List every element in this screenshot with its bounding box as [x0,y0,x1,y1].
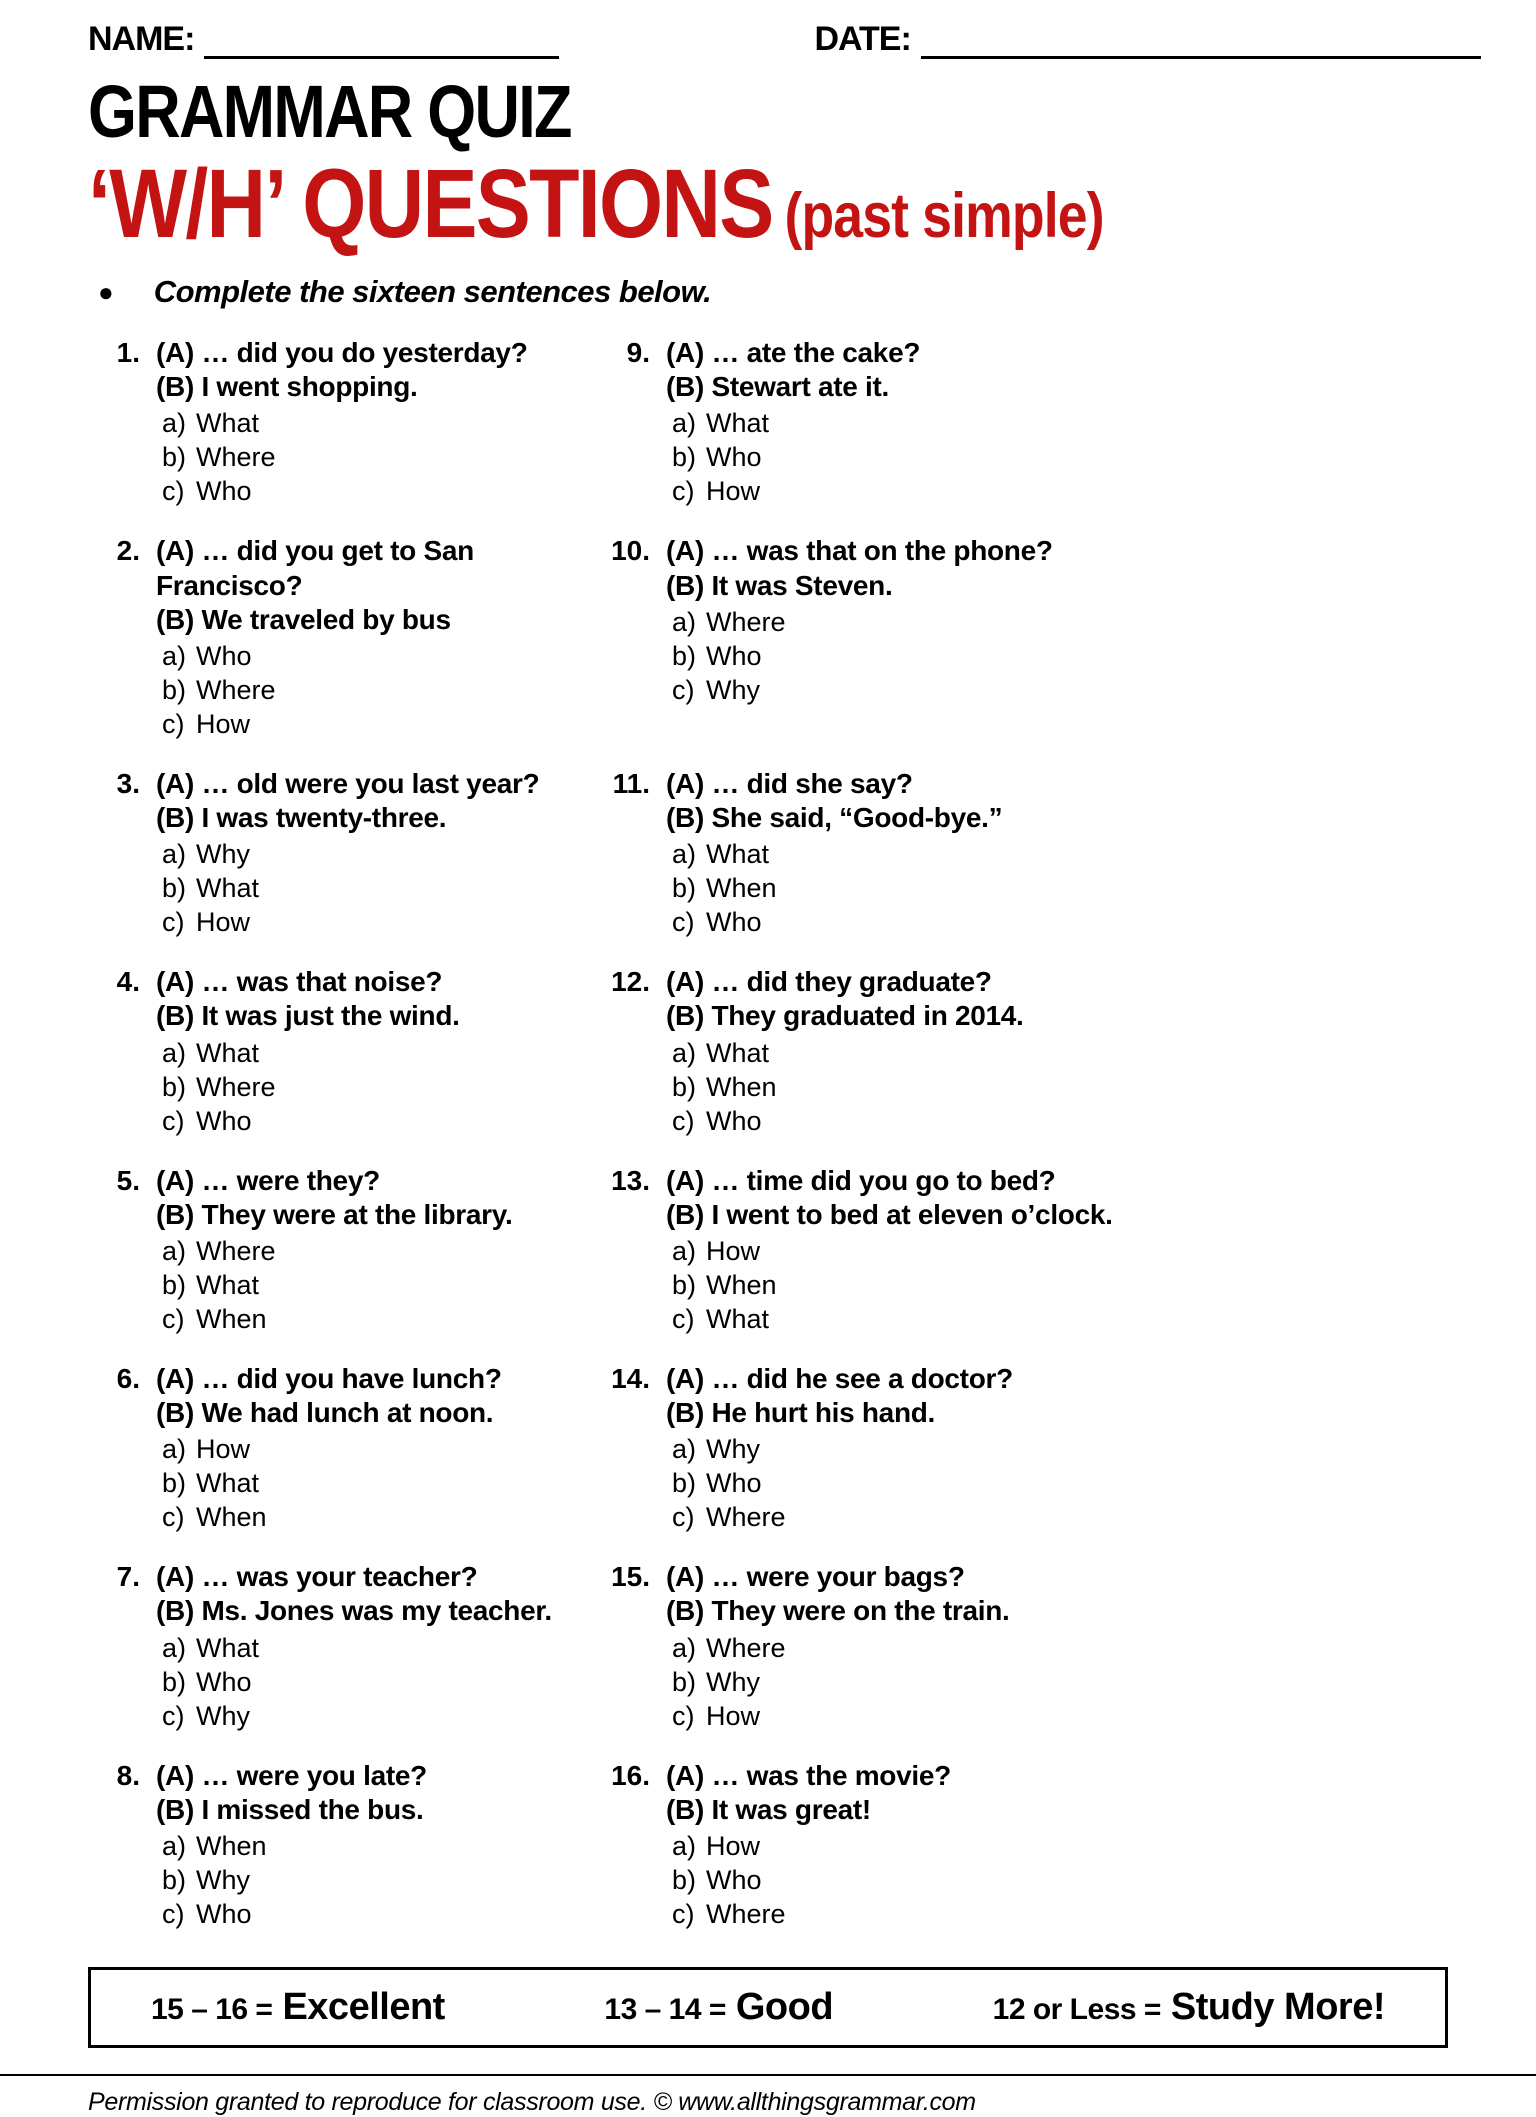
option-row-b[interactable] [162,1466,502,1500]
option-row-a[interactable] [162,1631,552,1665]
quiz-subtitle-row [88,149,1448,258]
question-options [672,1432,1013,1534]
score-box [88,1967,1448,2048]
option-row-b[interactable] [162,440,528,474]
option-label: c) [162,1700,185,1731]
option-text: When [706,1071,777,1102]
option-text: When [196,1303,267,1334]
option-label: c) [672,1700,695,1731]
question-options [162,837,539,939]
question-number: 8. [116,1759,140,1791]
question-options [162,1036,460,1138]
score-item-good [604,1986,833,2029]
question-number: 2. [116,535,140,567]
question-answer: (B) Stewart ate it. [666,371,890,403]
question-body [156,534,558,741]
option-label: c) [162,1899,185,1930]
option-text: What [196,1468,260,1499]
option-text: Why [706,674,760,705]
option-text: When [706,1269,777,1300]
option-row-b[interactable] [672,1863,951,1897]
option-text: Where [196,674,276,705]
option-text: What [196,1269,260,1300]
option-label: b) [162,442,187,473]
option-text: Where [196,1071,276,1102]
option-label: b) [162,674,187,705]
question-item [598,965,1448,1163]
option-text: Who [196,1666,252,1697]
subtitle-suffix: (past simple) [784,181,1104,251]
option-label: a) [672,408,697,439]
question-item [88,965,558,1163]
option-label: b) [672,1071,697,1102]
question-body [156,1560,552,1732]
option-label: a) [162,1830,187,1861]
question-body [666,1759,951,1931]
question-prompt: (A) … was that on the phone? [666,535,1053,567]
option-text: How [196,708,251,739]
question-body [666,767,1002,939]
name-label: NAME: [88,20,195,58]
score-range: 13 – 14 = [604,1993,726,2027]
option-label: a) [162,1037,187,1068]
option-row-b[interactable] [672,639,1053,673]
option-label: a) [672,1632,697,1663]
footer-divider [0,2074,1536,2076]
option-label: c) [162,1105,185,1136]
question-body [156,965,460,1137]
option-label: a) [162,839,187,870]
question-options [162,406,528,508]
question-prompt: (A) … was that noise? [156,966,443,998]
question-answer: (B) We traveled by bus [156,603,451,635]
option-text: Who [196,640,252,671]
instruction-text: Complete the sixteen sentences below. [153,274,712,309]
option-text: How [196,907,251,938]
question-item [88,1759,558,1957]
option-row-a[interactable] [672,837,1002,871]
option-text: Who [706,640,762,671]
option-label: c) [162,708,185,739]
question-number: 4. [116,966,140,998]
question-answer: (B) I went shopping. [156,371,418,403]
quiz-title: GRAMMAR QUIZ [88,70,571,153]
question-prompt: (A) … was your teacher? [156,1561,478,1593]
option-row-c[interactable] [672,1104,1024,1138]
question-body [156,1759,427,1931]
option-text: What [706,408,770,439]
question-body [666,1560,1010,1732]
option-row-a[interactable] [162,1234,512,1268]
option-row-c[interactable] [162,707,558,741]
option-row-a[interactable] [162,1829,427,1863]
question-options [672,837,1002,939]
question-answer: (B) She said, “Good-bye.” [666,802,1003,834]
option-row-c[interactable] [672,1897,951,1931]
question-answer: (B) I was twenty-three. [156,802,447,834]
option-row-b[interactable] [162,1070,460,1104]
option-label: b) [672,1269,697,1300]
date-label: DATE: [814,20,911,58]
question-prompt: (A) … did you do yesterday? [156,337,528,368]
option-label: b) [162,1865,187,1895]
option-row-b[interactable] [162,1268,512,1302]
question-number: 14. [611,1362,650,1394]
question-number: 15. [611,1561,650,1593]
question-body [666,1362,1013,1534]
option-text: How [706,476,761,507]
question-prompt: (A) … ate the cake? [666,337,921,368]
option-label: c) [672,1502,695,1533]
option-text: Who [706,1865,762,1895]
question-options [672,1829,951,1931]
score-range: 12 or Less = [992,1993,1161,2027]
option-row-a[interactable] [672,1234,1113,1268]
question-item [598,767,1448,965]
option-row-a[interactable] [672,1631,1010,1665]
question-answer: (B) Ms. Jones was my teacher. [156,1595,552,1627]
option-label: c) [672,1899,695,1930]
question-prompt: (A) … did you get to San Francisco? [156,535,474,601]
option-row-b[interactable] [672,440,920,474]
question-number: 3. [116,767,140,799]
option-row-c[interactable] [162,1104,460,1138]
option-label: a) [672,1434,697,1465]
option-text: How [196,1434,251,1465]
question-options [162,1234,512,1336]
score-grade: Study More! [1170,1986,1385,2029]
option-row-c[interactable] [162,1699,552,1733]
question-body [666,534,1053,741]
question-body [666,336,920,508]
option-text: How [706,1700,761,1731]
option-row-c[interactable] [162,1500,502,1534]
question-item [88,1164,558,1362]
question-options [672,1036,1024,1138]
option-row-a[interactable] [672,1432,1013,1466]
option-text: Who [196,1899,252,1930]
option-row-b[interactable] [162,1863,427,1897]
question-item [598,1560,1448,1758]
option-label: c) [672,1105,695,1136]
option-label: a) [672,1235,697,1266]
option-row-b[interactable] [672,1070,1024,1104]
option-label: a) [162,1434,187,1465]
question-options [672,605,1053,707]
option-text: Why [196,1865,250,1895]
option-label: a) [162,408,187,439]
option-label: a) [162,1235,187,1266]
question-item [598,534,1448,767]
option-text: Where [196,442,276,473]
option-text: How [706,1235,761,1266]
question-item [598,1164,1448,1362]
score-range: 15 – 16 = [151,1993,273,2027]
subtitle-main: ‘W/H’ QUESTIONS [88,149,773,258]
question-prompt: (A) … did he see a doctor? [666,1362,1013,1394]
option-text: What [196,873,260,904]
question-body [156,767,539,939]
option-row-b[interactable] [672,1268,1113,1302]
option-text: Who [706,1468,762,1499]
question-options [162,1829,427,1931]
quiz-subtitle [88,149,1104,258]
score-grade: Good [735,1986,834,2029]
question-item [598,1759,1448,1957]
option-row-b[interactable] [672,1466,1013,1500]
question-body [666,1164,1113,1336]
question-answer: (B) It was just the wind. [156,1000,460,1032]
option-label: c) [162,1303,185,1334]
option-row-c[interactable] [162,474,528,508]
score-grade: Excellent [282,1986,445,2029]
option-text: Where [706,1632,786,1663]
question-item [598,1362,1448,1560]
option-row-c[interactable] [162,1302,512,1336]
option-row-c[interactable] [672,1302,1113,1336]
option-label: b) [672,873,697,904]
option-text: Why [706,1434,760,1465]
option-row-c[interactable] [672,474,920,508]
option-text: Why [196,1700,250,1731]
option-label: b) [672,442,697,473]
option-text: Who [196,476,252,507]
question-answer: (B) They graduated in 2014. [666,1000,1024,1032]
option-row-c[interactable] [672,1500,1013,1534]
option-row-c[interactable] [672,673,1053,707]
option-row-a[interactable] [162,406,528,440]
date-input-line[interactable] [921,21,1481,59]
question-answer: (B) They were on the train. [666,1595,1010,1627]
question-prompt: (A) … did she say? [666,767,913,799]
option-text: What [706,1303,770,1334]
name-input-line[interactable] [204,21,559,59]
option-row-b[interactable] [162,673,558,707]
question-options [162,1631,552,1733]
question-item [88,1560,558,1758]
question-prompt: (A) … old were you last year? [156,767,540,799]
question-item [88,534,558,767]
questions-grid [88,336,1448,1957]
option-label: b) [162,1468,187,1499]
option-label: b) [162,1071,187,1102]
option-row-a[interactable] [162,1036,460,1070]
option-row-b[interactable] [672,1665,1010,1699]
bullet-icon: ● [98,277,114,307]
option-label: b) [672,1468,697,1499]
question-prompt: (A) … did you have lunch? [156,1362,502,1394]
name-date-row [88,20,1448,59]
question-answer: (B) I missed the bus. [156,1793,424,1825]
option-label: a) [672,839,697,870]
option-label: b) [162,1666,187,1697]
option-text: When [196,1830,267,1861]
option-text: Who [706,1105,762,1136]
footer-credit: Permission granted to reproduce for classroom use. © www.allthingsgrammar.com [88,2088,976,2117]
option-row-c[interactable] [162,1897,427,1931]
question-answer: (B) It was Steven. [666,569,893,601]
question-prompt: (A) … were your bags? [666,1561,965,1593]
option-text: Why [706,1666,760,1697]
option-row-b[interactable] [162,1665,552,1699]
question-number: 7. [116,1561,140,1593]
question-prompt: (A) … did they graduate? [666,966,992,998]
question-options [162,1432,502,1534]
question-number: 11. [612,767,650,799]
option-row-a[interactable] [672,605,1053,639]
question-answer: (B) We had lunch at noon. [156,1397,494,1429]
question-number: 6. [116,1362,140,1394]
option-text: What [196,1037,260,1068]
option-text: Where [196,1235,276,1266]
question-number: 16. [611,1759,650,1791]
question-prompt: (A) … time did you go to bed? [666,1164,1056,1196]
option-text: How [706,1830,761,1861]
score-item-excellent [151,1986,445,2029]
option-label: c) [672,1303,695,1334]
option-text: Who [706,442,762,473]
option-row-a[interactable] [162,1432,502,1466]
question-number: 12. [611,966,650,998]
instruction-row [98,274,1448,310]
option-label: a) [162,640,187,671]
option-text: What [706,1037,770,1068]
option-row-c[interactable] [162,905,539,939]
question-answer: (B) It was great! [666,1793,871,1825]
option-label: c) [162,907,185,938]
quiz-title-row [88,70,1448,153]
question-body [156,1362,502,1534]
option-label: c) [162,1502,185,1533]
option-text: Why [196,839,250,870]
option-label: b) [162,1269,187,1300]
option-label: a) [672,1830,697,1861]
option-row-c[interactable] [672,1699,1010,1733]
option-row-c[interactable] [672,905,1002,939]
option-row-b[interactable] [672,871,1002,905]
question-options [162,639,558,741]
option-text: When [706,873,777,904]
option-row-a[interactable] [162,837,539,871]
option-label: c) [672,476,695,507]
question-body [156,1164,512,1336]
question-prompt: (A) … was the movie? [666,1759,951,1791]
option-label: a) [162,1632,187,1663]
option-text: Where [706,1502,786,1533]
option-text: When [196,1502,267,1533]
option-text: What [196,1632,260,1663]
question-answer: (B) He hurt his hand. [666,1397,936,1429]
option-text: Who [706,907,762,938]
question-options [672,1234,1113,1336]
option-label: c) [672,907,695,938]
option-row-a[interactable] [162,639,558,673]
question-prompt: (A) … were you late? [156,1759,427,1791]
option-label: b) [672,640,697,671]
option-label: c) [162,476,185,507]
option-label: a) [672,1037,697,1068]
option-text: Who [196,1105,252,1136]
option-text: What [706,839,770,870]
question-item [88,336,558,534]
score-item-study-more [993,1986,1385,2029]
date-field [814,20,1480,59]
option-label: b) [162,873,187,904]
question-item [598,336,1448,534]
name-field [88,20,559,59]
option-text: Where [706,606,786,637]
question-options [672,406,920,508]
option-row-b[interactable] [162,871,539,905]
option-row-a[interactable] [672,406,920,440]
question-number: 5. [116,1164,140,1196]
question-body [156,336,528,508]
question-item [88,767,558,965]
option-label: b) [672,1666,697,1697]
option-label: b) [672,1865,697,1895]
option-row-a[interactable] [672,1829,951,1863]
option-label: c) [672,674,695,705]
question-number: 13. [611,1164,650,1196]
question-number: 9. [626,337,650,368]
option-row-a[interactable] [672,1036,1024,1070]
question-body [666,965,1024,1137]
option-text: What [196,408,260,439]
question-options [672,1631,1010,1733]
question-item [88,1362,558,1560]
question-answer: (B) I went to bed at eleven o’clock. [666,1198,1113,1230]
option-text: Where [706,1899,786,1930]
option-label: a) [672,606,697,637]
question-number: 10. [611,535,650,567]
question-prompt: (A) … were they? [156,1164,380,1196]
question-answer: (B) They were at the library. [156,1198,513,1230]
question-number: 1. [116,337,140,368]
